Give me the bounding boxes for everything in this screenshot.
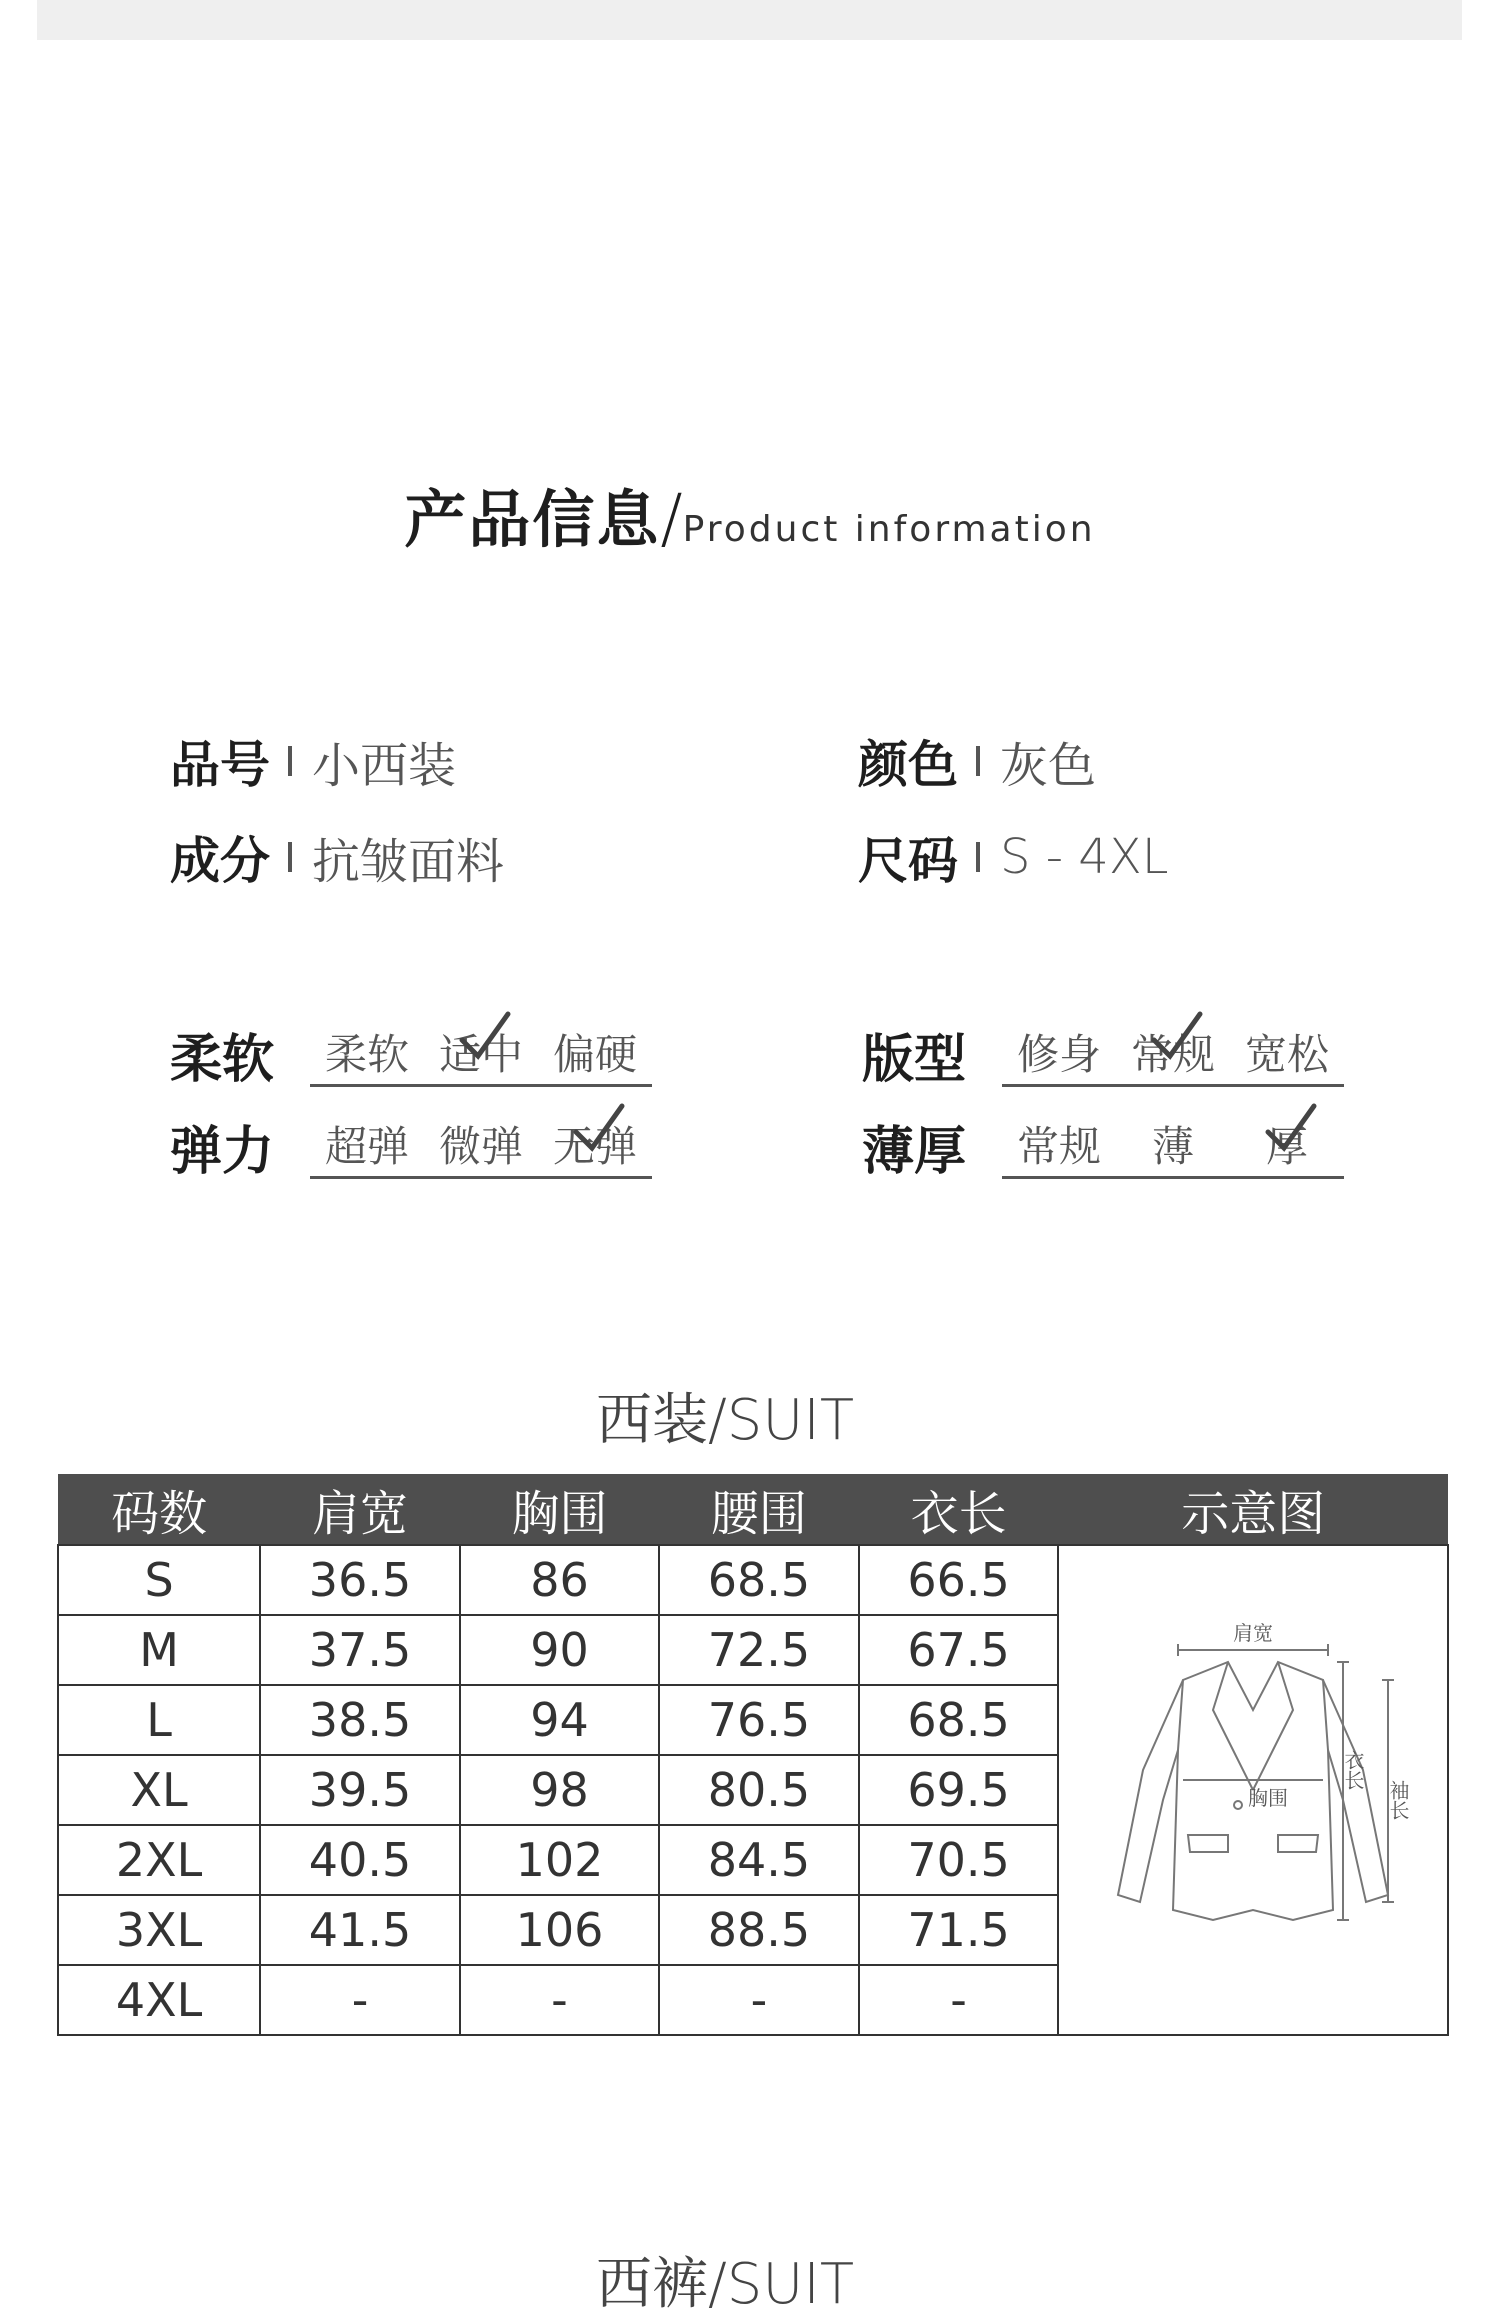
cell: 80.5	[659, 1755, 859, 1825]
attr-elasticity	[170, 1106, 652, 1186]
cell: 84.5	[659, 1825, 859, 1895]
header-cell: 码数	[58, 1474, 260, 1545]
cell: 37.5	[260, 1615, 460, 1685]
cell: 94	[460, 1685, 659, 1755]
cell: -	[859, 1965, 1059, 2035]
options	[310, 1114, 652, 1179]
table-row	[58, 1545, 1448, 1615]
cell: 68.5	[859, 1685, 1059, 1755]
size-table	[57, 1474, 1449, 2036]
cell: L	[58, 1685, 260, 1755]
pants-section-title: 西裤/SUIT	[595, 2252, 855, 2317]
cell: 70.5	[859, 1825, 1059, 1895]
cell: 2XL	[58, 1825, 260, 1895]
cell: 66.5	[859, 1545, 1059, 1615]
cell: 86	[460, 1545, 659, 1615]
cell: S	[58, 1545, 260, 1615]
info-key: 成分	[170, 832, 270, 890]
table-header-row	[58, 1474, 1448, 1545]
option: 超弹	[325, 1121, 410, 1171]
info-size	[858, 822, 1168, 892]
attr-softness	[170, 1014, 652, 1094]
cell: 67.5	[859, 1615, 1059, 1685]
cell: 98	[460, 1755, 659, 1825]
option: 常规	[1017, 1121, 1102, 1171]
header-cell: 示意图	[1058, 1474, 1448, 1545]
option: 适中	[424, 1022, 538, 1082]
label-shoulder: 肩宽	[1233, 1621, 1274, 1645]
attr-key: 版型	[862, 1029, 967, 1090]
cell: 36.5	[260, 1545, 460, 1615]
divider	[976, 746, 980, 776]
option: 常规	[1116, 1022, 1230, 1082]
info-key: 品号	[170, 736, 270, 794]
option: 柔软	[325, 1029, 410, 1079]
cell: 106	[460, 1895, 659, 1965]
cell: -	[659, 1965, 859, 2035]
option: 偏硬	[553, 1029, 638, 1079]
cell: 40.5	[260, 1825, 460, 1895]
header-cell: 肩宽	[260, 1474, 460, 1545]
cell: 88.5	[659, 1895, 859, 1965]
label-chest: 胸围	[1248, 1786, 1289, 1810]
jacket-diagram-icon	[1088, 1620, 1418, 1960]
option: 微弹	[439, 1121, 524, 1171]
option: 薄	[1152, 1121, 1195, 1171]
info-value: 灰色	[1000, 737, 1097, 794]
heading-cn: 产品信息	[404, 483, 661, 556]
attr-key: 弹力	[170, 1121, 275, 1182]
cell: -	[460, 1965, 659, 2035]
top-banner-strip	[37, 0, 1462, 40]
info-key: 颜色	[858, 736, 958, 794]
option: 无弹	[538, 1114, 652, 1174]
heading-slash: /	[660, 480, 683, 557]
check-mark-icon	[568, 1100, 628, 1160]
options	[310, 1022, 652, 1087]
info-material	[170, 822, 504, 892]
header-cell: 腰围	[659, 1474, 859, 1545]
cell: 4XL	[58, 1965, 260, 2035]
diagram-cell	[1058, 1545, 1448, 2035]
info-value: S - 4XL	[1000, 829, 1169, 885]
heading-en: Product information	[682, 509, 1096, 550]
cell: 68.5	[659, 1545, 859, 1615]
divider	[976, 842, 980, 872]
check-mark-icon	[454, 1008, 514, 1068]
cell: M	[58, 1615, 260, 1685]
options	[1002, 1114, 1344, 1179]
check-mark-icon	[1146, 1008, 1206, 1068]
header-cell: 胸围	[460, 1474, 659, 1545]
info-value: 小西装	[312, 737, 457, 794]
cell: 102	[460, 1825, 659, 1895]
attr-key: 薄厚	[862, 1121, 967, 1182]
cell: 69.5	[859, 1755, 1059, 1825]
suit-section-title: 西装/SUIT	[595, 1388, 855, 1453]
cell: 41.5	[260, 1895, 460, 1965]
info-color	[858, 726, 1096, 796]
cell: 3XL	[58, 1895, 260, 1965]
label-length: 衣长	[1341, 1750, 1366, 1790]
attr-key: 柔软	[170, 1029, 275, 1090]
label-sleeve: 袖长	[1386, 1780, 1411, 1820]
check-mark-icon	[1260, 1100, 1320, 1160]
divider	[288, 746, 292, 776]
attr-thickness	[862, 1106, 1344, 1186]
option: 宽松	[1245, 1029, 1330, 1079]
cell: 39.5	[260, 1755, 460, 1825]
cell: 90	[460, 1615, 659, 1685]
info-key: 尺码	[858, 832, 958, 890]
cell: 76.5	[659, 1685, 859, 1755]
info-item-no	[170, 726, 456, 796]
cell: 38.5	[260, 1685, 460, 1755]
attr-fit	[862, 1014, 1344, 1094]
info-value: 抗皱面料	[312, 833, 505, 890]
option: 修身	[1017, 1029, 1102, 1079]
option: 厚	[1230, 1114, 1344, 1174]
cell: XL	[58, 1755, 260, 1825]
header-cell: 衣长	[859, 1474, 1059, 1545]
options	[1002, 1022, 1344, 1087]
cell: 72.5	[659, 1615, 859, 1685]
divider	[288, 842, 292, 872]
cell: -	[260, 1965, 460, 2035]
section-heading	[0, 470, 1500, 559]
cell: 71.5	[859, 1895, 1059, 1965]
